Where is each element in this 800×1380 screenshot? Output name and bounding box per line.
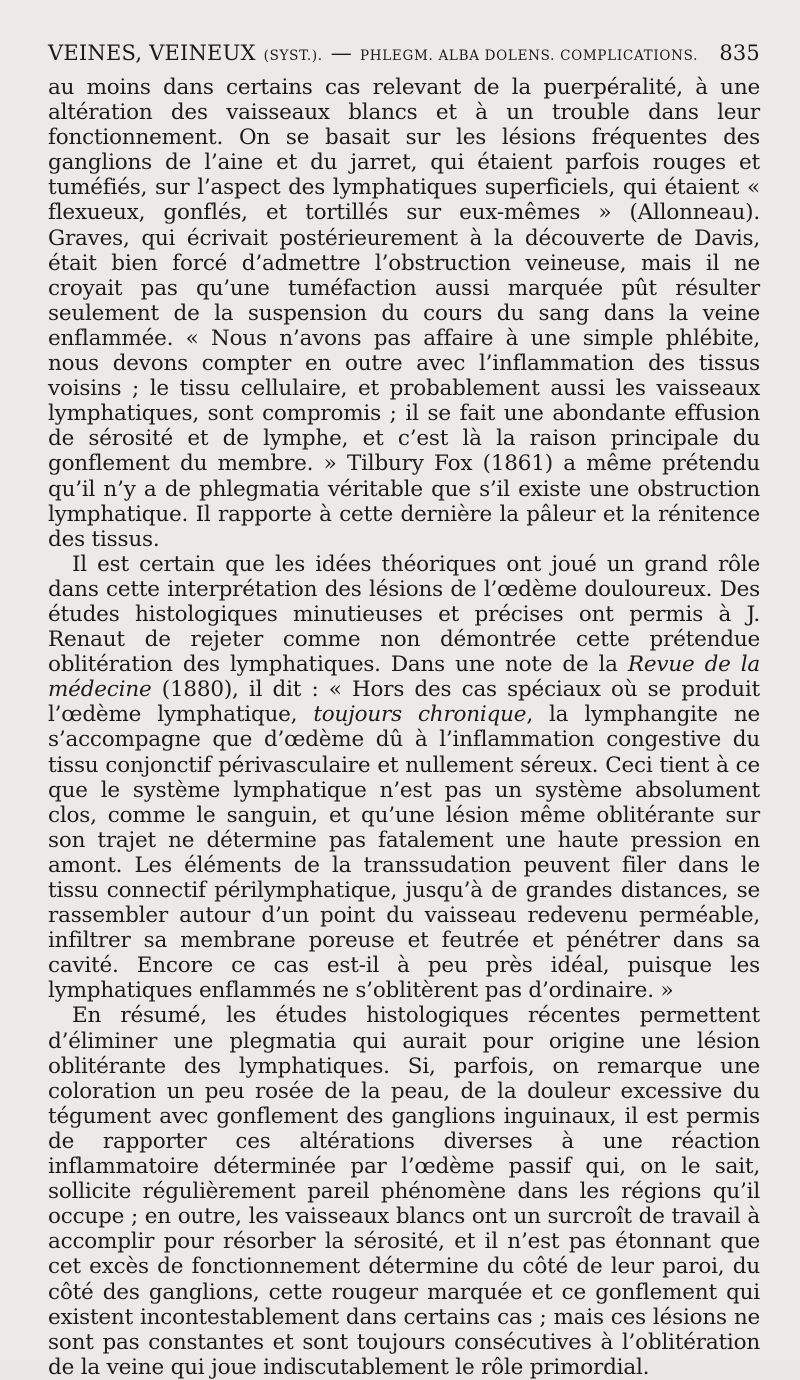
paragraph bbox=[48, 75, 760, 552]
paragraph bbox=[48, 1003, 760, 1379]
italic-text: Revue de la médecine bbox=[48, 652, 761, 703]
paragraph-text: au moins dans certains cas relevant de la puerpéralité, à une altération des vaisseaux blancs et à un trouble dans leur fonctionnement. On se basait sur les lésions fréquentes des ganglions de l’aine et du jarret, qui étaient parfois rouges et tuméfiés, sur l’aspect des lymphatiques superficiels, qui étaient « flexueux, gonflés, et tortillés sur eux-mêmes » (Allonneau). Graves, qui écrivait postérieurement à la découverte de Davis, était bien forcé d’admettre l’obstruction veineuse, mais il ne croyait pas qu’une tuméfaction aussi marquée pût résulter seulement de la suspension du cours du sang dans la veine enflammée. « Nous n’avons pas affaire à une simple phlébite, nous devons compter en outre avec l’inflammation des tissus voisins ; le tissu cellulaire, et probablement aussi les vaisseaux lymphatiques, sont compromis ; il se fait une abondante effusion de sérosité et de lymphe, et c’est là la raison principale du gonflement du membre. » Tilbury Fox (1861) a même prétendu qu’il n’y a de phlegmatia véritable que s’il existe une obstruction lymphatique. Il rapporte à cette dernière la pâleur et la rénitence des tissus. bbox=[48, 75, 760, 552]
paragraph-text: En résumé, les études histologiques récentes permettent d’éliminer une plegmatia qui aurait pour origine une lésion oblitérante des lymphatiques. Si, parfois, on remarque une coloration un peu rosée de la peau, de la douleur excessive du tégument avec gonflement des ganglions inguinaux, il est permis de rapporter ces altérations diverses à une réaction inflammatoire déterminée par l’œdème passif qui, on le sait, sollicite régulièrement pareil phénomène dans les régions qu’il occupe ; en outre, les vaisseaux blancs ont un surcroît de travail à accomplir pour résorber la sérosité, et il n’est pas étonnant que cet excès de fonctionnement détermine du côté de leur paroi, du côté des ganglions, cette rougeur marquée et ce gonflement qui existent incontestablement dans certains cas ; mais ces lésions ne sont pas constantes et sont toujours consécutives à l’oblitération de la veine qui joue indiscutablement le rôle primordial. bbox=[48, 1003, 760, 1380]
page-number: 835 bbox=[719, 41, 760, 65]
paragraph-text: (1880), il dit : « Hors des cas spéciaux où se produit l’œdème lymphatique, bbox=[48, 677, 760, 728]
running-header bbox=[48, 38, 760, 71]
italic-text: toujours chronique bbox=[313, 702, 527, 728]
header-dash: — bbox=[330, 41, 352, 65]
running-title bbox=[48, 38, 698, 71]
header-title-topic: PHLEGM. ALBA DOLENS. COMPLICATIONS. bbox=[360, 48, 699, 64]
header-title-syst: (SYST.). bbox=[263, 48, 323, 64]
paragraph-text: Il est certain que les idées théoriques ont joué un grand rôle dans cette interprétation des lésions de l’œdème douloureux. Des études histologiques minutieuses et précises ont permis à J. Renaut de rejeter comme non démontrée cette prétendue oblitération des lymphatiques. Dans une note de la bbox=[48, 551, 760, 678]
paragraph bbox=[48, 552, 760, 1004]
body-text bbox=[48, 75, 760, 1380]
header-title-main: VEINES, VEINEUX bbox=[48, 41, 256, 65]
paragraph-text: , la lymphangite ne s’accompagne que d’œdème dû à l’inflammation congestive du tissu conjonctif périvasculaire et nullement séreux. Ceci tient à ce que le système lymphatique n’est pas un système absolument clos, comme le sanguin, et qu’une lésion même oblitérante sur son trajet ne détermine pas fatalement une haute pression en amont. Les éléments de la transsudation peuvent filer dans le tissu connectif périlymphatique, jusqu’à de grandes distances, se rassembler autour d’un point du vaisseau redevenu perméable, infiltrer sa membrane poreuse et feutrée et pénétrer dans sa cavité. Encore ce cas est-il à peu près idéal, puisque les lymphatiques enflammés ne s’oblitèrent pas d’ordinaire. » bbox=[48, 702, 760, 1004]
